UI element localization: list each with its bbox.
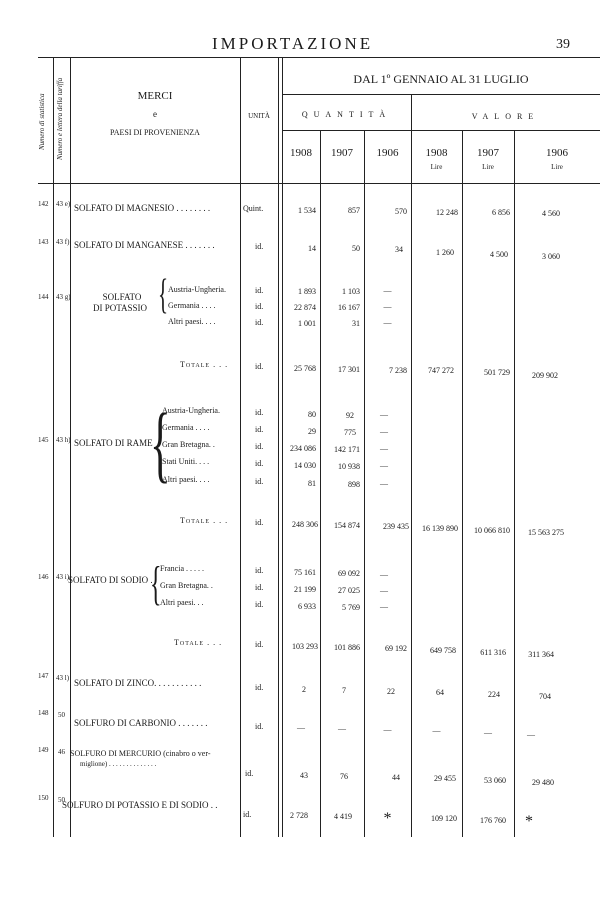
unit: Quint. xyxy=(243,204,264,213)
unit: id. xyxy=(255,302,264,311)
v-1906: 3 060 xyxy=(542,252,560,261)
tariff-number: 43 e) xyxy=(56,200,71,208)
q-1908: 248 306 xyxy=(292,520,318,529)
v-1907: 501 729 xyxy=(484,368,510,377)
q-1908: 234 086 xyxy=(290,444,316,453)
unit: id. xyxy=(255,477,264,486)
merce-label: SOLFATO DI RAME xyxy=(74,438,153,448)
v-1908: 12 248 xyxy=(436,208,458,217)
q-1908: 1 534 xyxy=(298,206,316,215)
q-1908: 81 xyxy=(308,479,316,488)
stat-number: 148 xyxy=(38,709,49,717)
brace-icon: { xyxy=(150,395,171,491)
v-1907: 6 856 xyxy=(492,208,510,217)
v-1907: 10 066 810 xyxy=(474,526,510,535)
merce-label-cont: miglione) . . . . . . . . . . . . . . xyxy=(80,760,157,768)
period-header: DAL 1º GENNAIO AL 31 LUGLIO xyxy=(353,72,529,86)
v-1906: 209 902 xyxy=(532,371,558,380)
country-name: Austria-Ungheria. xyxy=(168,285,226,294)
q-1907: — xyxy=(338,724,346,733)
v-1908: 1 260 xyxy=(436,248,454,257)
q-1907: 857 xyxy=(348,206,360,215)
merci-title: MERCI xyxy=(137,90,173,102)
v-1908: — xyxy=(432,726,441,735)
unit: id. xyxy=(255,242,264,251)
q-1908: 103 293 xyxy=(292,642,318,651)
q-1907: 92 xyxy=(346,411,354,420)
valore-header: VALORE xyxy=(471,112,540,121)
merce-label: SOLFURO DI MERCURIO (cinabro o ver- xyxy=(70,749,211,758)
q-1907: 10 938 xyxy=(338,462,360,471)
v-1906: 311 364 xyxy=(528,650,554,659)
v-lire-1906: Lire xyxy=(551,163,563,171)
merce-label: SOLFATO DI MAGNESIO . . . . . . . . xyxy=(74,203,211,213)
q-1908: 21 199 xyxy=(294,585,316,594)
v-1908: 29 455 xyxy=(434,774,456,783)
v-lire-1908: Lire xyxy=(430,163,443,171)
v-1908: 16 139 890 xyxy=(422,524,458,533)
q-1908: 80 xyxy=(308,410,316,419)
q-1906: — xyxy=(380,586,388,595)
country-name: Francia . . . . . xyxy=(160,564,204,573)
q-1906: 239 435 xyxy=(383,522,409,531)
q-1906: 7 238 xyxy=(389,366,407,375)
unit: id. xyxy=(255,600,264,609)
q-1908: 29 xyxy=(308,427,316,436)
v-1907: 53 060 xyxy=(484,776,506,785)
unit: id. xyxy=(255,459,264,468)
q-1907: 101 886 xyxy=(334,643,360,652)
q-1906: — xyxy=(380,410,388,419)
brace-icon: { xyxy=(150,557,162,610)
country-name: Austria-Ungheria. xyxy=(162,406,220,415)
v-1907: 224 xyxy=(488,690,500,699)
q-1907: 17 301 xyxy=(338,365,360,374)
q-1907: 154 874 xyxy=(334,521,360,530)
q-1908: — xyxy=(297,723,305,732)
country-name: Altri paesi. . . xyxy=(160,598,204,607)
q-1908: 2 728 xyxy=(290,811,308,820)
v-1907: 4 500 xyxy=(490,250,508,259)
unit: id. xyxy=(255,286,264,295)
q-1908: 75 161 xyxy=(294,568,316,577)
v-1907: 611 316 xyxy=(480,648,506,657)
merce-label: SOLFURO DI CARBONIO . . . . . . . xyxy=(74,718,208,728)
q-1907: 5 769 xyxy=(342,603,360,612)
q-1908: 2 xyxy=(302,685,306,694)
unit: id. xyxy=(245,769,254,778)
unit: id. xyxy=(255,722,264,731)
q-1906: — xyxy=(383,302,392,311)
q-1906: * xyxy=(383,810,392,827)
page-number: 39 xyxy=(556,37,570,52)
totale-label: Totale . . . xyxy=(174,638,223,647)
q-1906: — xyxy=(380,461,388,470)
q-1908: 1 893 xyxy=(298,287,316,296)
country-name: Altri paesi. . . . xyxy=(168,317,216,326)
q-1907: 1 103 xyxy=(342,287,360,296)
q-1908: 25 768 xyxy=(294,364,316,373)
merce-label: SOLFATO DI MANGANESE . . . . . . . xyxy=(74,240,215,250)
unit: id. xyxy=(255,518,264,527)
v-year-1908: 1908 xyxy=(425,147,448,159)
totale-label: Totale . . . xyxy=(180,360,229,369)
v-1906: 704 xyxy=(539,692,551,701)
merci-sub: PAESI DI PROVENIENZA xyxy=(110,128,200,137)
tariff-number: 43 i) xyxy=(56,573,70,581)
q-1906: — xyxy=(383,286,392,295)
v-1906: 4 560 xyxy=(542,209,560,218)
q-1906: 22 xyxy=(387,687,395,696)
tariff-number: 43 l) xyxy=(56,674,70,682)
v-lire-1907: Lire xyxy=(482,163,494,171)
country-name: Gran Bretagna. . xyxy=(162,440,215,449)
stat-number: 142 xyxy=(38,200,49,208)
q-1908: 22 874 xyxy=(294,303,316,312)
q-1907: 4 419 xyxy=(334,812,352,821)
q-1906: — xyxy=(383,725,392,734)
q-1907: 69 092 xyxy=(338,569,360,578)
stat-number: 150 xyxy=(38,794,49,802)
unit: id. xyxy=(255,566,264,575)
stat-number: 149 xyxy=(38,746,49,754)
brace-icon: { xyxy=(158,272,169,318)
q-1907: 898 xyxy=(348,480,360,489)
v-1908: 64 xyxy=(436,688,444,697)
q-1907: 775 xyxy=(344,428,356,437)
col-tariff-number: Numero e lettera della tariffa xyxy=(56,77,64,160)
q-1908: 6 933 xyxy=(298,602,316,611)
q-1906: — xyxy=(380,479,388,488)
stat-number: 146 xyxy=(38,573,49,581)
merce-label: SOLFATO xyxy=(102,292,142,302)
v-1907: 176 760 xyxy=(480,816,506,825)
country-name: Gran Bretagna. . xyxy=(160,581,213,590)
totale-label: Totale . . . xyxy=(180,516,229,525)
q-1906: 44 xyxy=(392,773,400,782)
q-1908: 1 001 xyxy=(298,319,316,328)
tariff-number: 50 xyxy=(58,796,65,804)
country-name: Germania . . . . xyxy=(162,423,210,432)
v-1908: 747 272 xyxy=(428,366,454,375)
q-1907: 27 025 xyxy=(338,586,360,595)
v-1908: 649 758 xyxy=(430,646,456,655)
v-1906: — xyxy=(527,730,535,739)
q-year-1907: 1907 xyxy=(331,147,353,159)
stat-number: 143 xyxy=(38,238,49,246)
merce-label: SOLFATO DI SODIO . xyxy=(68,575,153,585)
unit: id. xyxy=(255,408,264,417)
col-stat-number: Numero di statistica xyxy=(38,93,46,150)
q-1907: 7 xyxy=(342,686,346,695)
tariff-number: 50 xyxy=(58,711,65,719)
unit: id. xyxy=(255,362,264,371)
unit: id. xyxy=(255,425,264,434)
unit: id. xyxy=(255,318,264,327)
q-year-1908: 1908 xyxy=(290,147,312,159)
merci-e: e xyxy=(153,109,157,119)
country-name: Altri paesi. . . . xyxy=(162,475,210,484)
q-1907: 142 171 xyxy=(334,445,360,454)
country-name: Stati Uniti. . . . xyxy=(162,457,210,466)
quantita-header: QUANTITÀ xyxy=(301,110,392,119)
stat-number: 145 xyxy=(38,436,49,444)
v-1906: 29 480 xyxy=(532,778,554,787)
q-1906: — xyxy=(380,602,388,611)
tariff-number: 43 g) xyxy=(56,293,71,301)
q-1906: — xyxy=(380,427,388,436)
tariff-number: 43 f) xyxy=(56,238,70,246)
merce-label-cont: DI POTASSIO xyxy=(92,303,148,313)
q-1906: 69 192 xyxy=(385,644,407,653)
v-1906: * xyxy=(525,813,533,830)
tariff-number: 46 xyxy=(58,748,65,756)
stat-number: 147 xyxy=(38,672,49,680)
v-year-1906: 1906 xyxy=(546,147,568,159)
q-1908: 43 xyxy=(300,771,308,780)
v-year-1907: 1907 xyxy=(477,147,499,159)
page-title: IMPORTAZIONE xyxy=(212,34,374,53)
q-1908: 14 xyxy=(308,244,316,253)
merce-label: SOLFURO DI POTASSIO E DI SODIO . . xyxy=(62,800,218,810)
q-1906: 34 xyxy=(395,245,403,254)
q-1906: — xyxy=(383,318,392,327)
q-1907: 31 xyxy=(352,319,360,328)
unit: id. xyxy=(255,583,264,592)
q-1906: — xyxy=(380,570,388,579)
q-1906: — xyxy=(380,444,388,453)
stat-number: 144 xyxy=(38,293,49,301)
country-name: Germania . . . . xyxy=(168,301,216,310)
q-1906: 570 xyxy=(395,207,407,216)
unit: id. xyxy=(255,683,264,692)
tariff-number: 43 h) xyxy=(56,436,71,444)
v-1906: 15 563 275 xyxy=(528,528,564,537)
q-1907: 76 xyxy=(340,772,348,781)
q-1908: 14 030 xyxy=(294,461,316,470)
q-year-1906: 1906 xyxy=(376,147,399,159)
q-1907: 16 167 xyxy=(338,303,360,312)
unit: id. xyxy=(255,640,264,649)
v-1908: 109 120 xyxy=(431,814,457,823)
v-1907: — xyxy=(484,728,492,737)
unit: id. xyxy=(243,810,252,819)
merce-label: SOLFATO DI ZINCO. . . . . . . . . . . xyxy=(74,678,202,688)
q-1907: 50 xyxy=(352,244,360,253)
unit: id. xyxy=(255,442,264,451)
unita-header: UNITÀ xyxy=(248,112,270,120)
